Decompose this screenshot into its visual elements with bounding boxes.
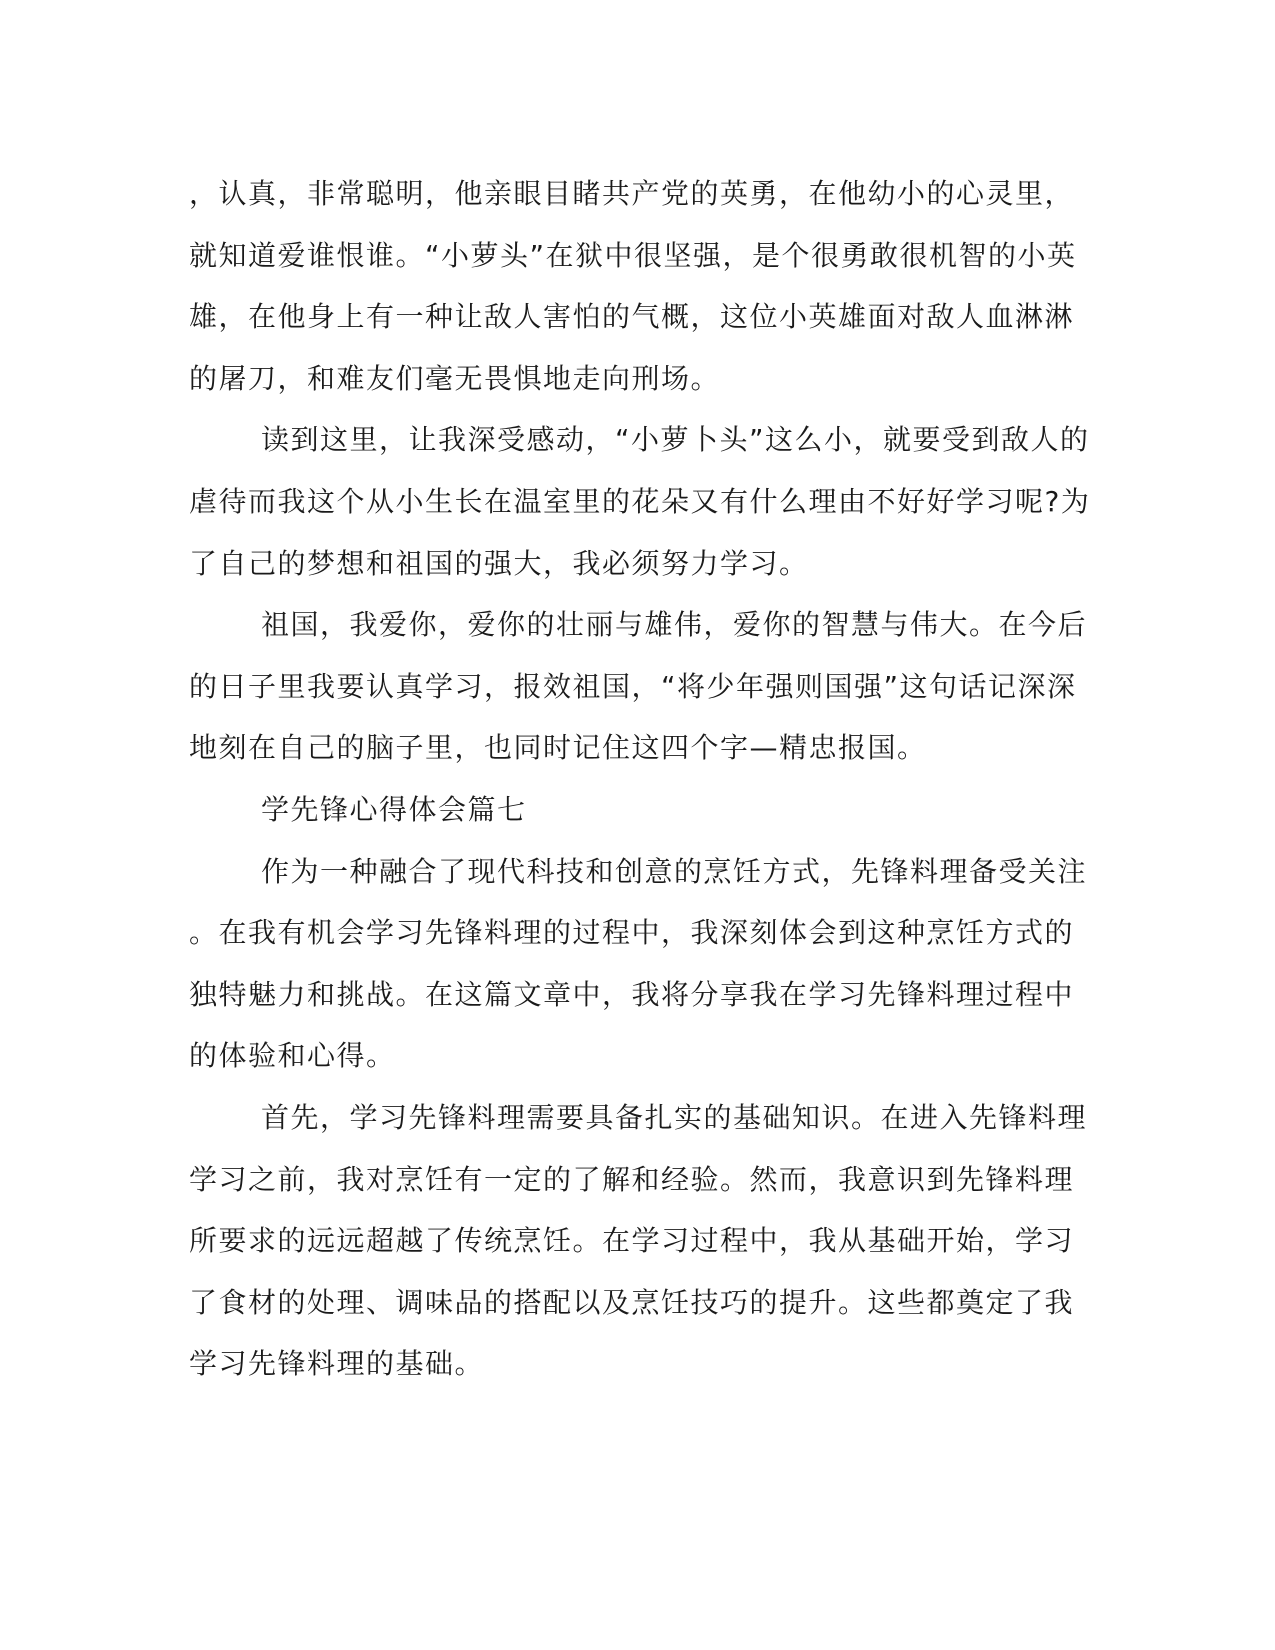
paragraph-first-line: 首先，学习先锋料理需要具备扎实的基础知识。在进入先锋料理 xyxy=(261,1100,1088,1134)
text-line: 了食材的处理、调味品的搭配以及烹饪技巧的提升。这些都奠定了我 xyxy=(189,1285,1075,1319)
text-line: 的日子里我要认真学习，报效祖国，“将少年强则国强”这句话记深深 xyxy=(189,669,1077,703)
text-line: 学习之前，我对烹饪有一定的了解和经验。然而，我意识到先锋料理 xyxy=(189,1162,1075,1196)
document-body xyxy=(189,163,1089,1395)
text-line: 的屠刀，和难友们毫无畏惧地走向刑场。 xyxy=(189,361,721,395)
text-line: ，认真，非常聪明，他亲眼目睹共产党的英勇，在他幼小的心灵里， xyxy=(189,177,1075,210)
text-line: 。在我有机会学习先锋料理的过程中，我深刻体会到这种烹饪方式的 xyxy=(189,916,1075,950)
text-line: 独特魅力和挑战。在这篇文章中，我将分享我在学习先锋料理过程中 xyxy=(189,977,1075,1011)
text-line: 虐待而我这个从小生长在温室里的花朵又有什么理由不好好学习呢?为 xyxy=(189,484,1091,518)
text-line: 的体验和心得。 xyxy=(189,1039,396,1073)
paragraph-first-line: 祖国，我爱你，爱你的壮丽与雄伟，爱你的智慧与伟大。在今后 xyxy=(261,608,1088,642)
text-line: 所要求的远远超越了传统烹饪。在学习过程中，我从基础开始，学习 xyxy=(189,1224,1075,1258)
paragraph-first-line: 作为一种融合了现代科技和创意的烹饪方式，先锋料理备受关注 xyxy=(261,854,1088,888)
text-line: 就知道爱谁恨谁。“小萝头”在狱中很坚强，是个很勇敢很机智的小英 xyxy=(189,238,1077,272)
section-heading: 学先锋心得体会篇七 xyxy=(261,792,527,826)
text-line: 学习先锋料理的基础。 xyxy=(189,1347,485,1381)
paragraph-first-line: 读到这里，让我深受感动，“小萝卜头”这么小，就要受到敌人的 xyxy=(261,423,1090,457)
text-line: 地刻在自己的脑子里，也同时记住这四个字—精忠报国。 xyxy=(189,731,927,765)
text-line: 雄，在他身上有一种让敌人害怕的气概，这位小英雄面对敌人血淋淋 xyxy=(189,300,1075,334)
text-line: 了自己的梦想和祖国的强大，我必须努力学习。 xyxy=(189,546,809,580)
